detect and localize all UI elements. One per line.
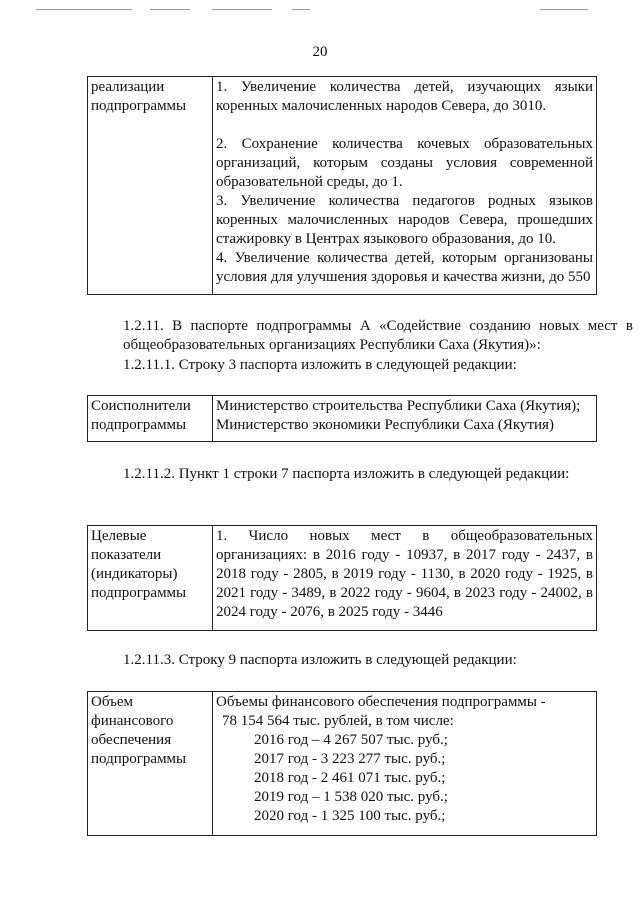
financing-heading: Объемы финансового обеспечения подпрограммы - bbox=[216, 694, 546, 710]
paragraph-1-2-11-2: 1.2.11.2. Пункт 1 строки 7 паспорта изложить в следующей редакции: bbox=[123, 466, 570, 482]
row-value: 1. Число новых мест в общеобразовательных организациях: в 2016 году - 10937, в 2017 году - 2437, в 2018 году - 2805, в 2019 году - 1130, в 2020 году - 1925, в 2021 году - 3489, в 2022 году - 9604, в 2023 году - 24002, в 2024 году - 2076, в 2025 году - 3446 bbox=[213, 526, 597, 631]
target-indicators-table bbox=[87, 525, 597, 631]
scan-artifact-line bbox=[212, 9, 272, 10]
row-value bbox=[213, 77, 597, 295]
scan-artifact-line bbox=[150, 9, 190, 10]
row-label: реализации подпрограммы bbox=[88, 77, 213, 295]
row-label: Объем финансового обеспечения подпрограммы bbox=[88, 692, 213, 836]
year-line: 2019 год – 1 538 020 тыс. руб.; bbox=[254, 789, 448, 805]
row-value bbox=[213, 692, 597, 836]
row-label: Целевые показатели (индикаторы) подпрограммы bbox=[88, 526, 213, 631]
list-item: 1. Увеличение количества детей, изучающих языки коренных малочисленных народов Севера, до 3010. bbox=[216, 79, 593, 114]
list-item: 3. Увеличение количества педагогов родных языков коренных малочисленных народов Севера, прошедших стажировку в Центрах языкового образования, до 10. bbox=[216, 193, 593, 247]
text-line: Министерство экономики Республики Саха (Якутия) bbox=[216, 417, 554, 433]
implementation-results-table bbox=[87, 76, 597, 295]
page-number: 20 bbox=[312, 44, 328, 60]
scan-artifact-line bbox=[36, 9, 132, 10]
list-item: 2. Сохранение количества кочевых образовательных организаций, которым созданы условия современной образовательной среды, до 1. bbox=[216, 136, 593, 190]
table-row bbox=[88, 77, 597, 295]
co-executors-table bbox=[87, 395, 597, 442]
year-line: 2016 год – 4 267 507 тыс. руб.; bbox=[254, 732, 448, 748]
table-row bbox=[88, 526, 597, 631]
paragraph-1-2-11-3: 1.2.11.3. Строку 9 паспорта изложить в следующей редакции: bbox=[123, 652, 517, 668]
year-line: 2017 год - 3 223 277 тыс. руб.; bbox=[254, 751, 446, 767]
text-line: Министерство строительства Республики Саха (Якутия); bbox=[216, 398, 581, 414]
paragraph-1-2-11: 1.2.11. В паспорте подпрограммы А «Содействие созданию новых мест в общеобразовательных организациях Республики Саха (Якутия)»: bbox=[123, 318, 633, 353]
financing-volume-table bbox=[87, 691, 597, 836]
scan-artifact-line bbox=[540, 9, 588, 10]
scan-artifact-line bbox=[292, 9, 310, 10]
row-label: Соисполнители подпрограммы bbox=[88, 396, 213, 442]
paragraph-1-2-11-1: 1.2.11.1. Строку 3 паспорта изложить в следующей редакции: bbox=[123, 357, 517, 373]
row-value bbox=[213, 396, 597, 442]
year-line: 2020 год - 1 325 100 тыс. руб.; bbox=[254, 808, 446, 824]
table-row bbox=[88, 396, 597, 442]
table-row bbox=[88, 692, 597, 836]
list-item: 4. Увеличение количества детей, которым организованы условия для улучшения здоровья и качества жизни, до 550 bbox=[216, 250, 593, 285]
financing-total: 78 154 564 тыс. рублей, в том числе: bbox=[222, 713, 454, 729]
year-line: 2018 год - 2 461 071 тыс. руб.; bbox=[254, 770, 446, 786]
